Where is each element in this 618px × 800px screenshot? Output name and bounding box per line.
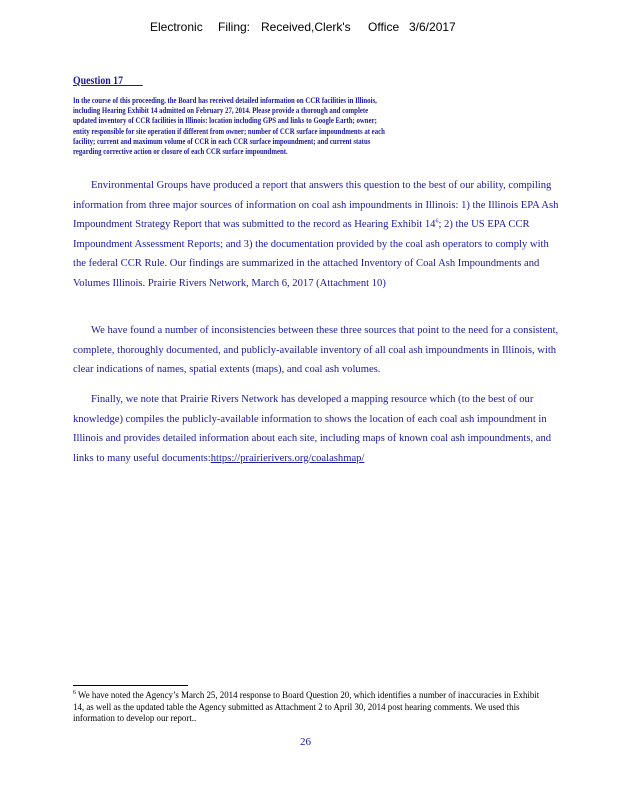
- paragraph-inconsistencies: We have found a number of inconsistencies between these three sources that point to the need for a consistent, complete, thoroughly documented, and publicly-available inventory of all coal ash impoundments in Illinois, with clear indications of names, spatial extents (maps), and coal ash volumes.: [73, 325, 559, 375]
- header-filing: Filing:: [218, 20, 251, 34]
- footnote-marker: 6: [73, 690, 76, 697]
- footnote-reference: 6: [435, 218, 439, 225]
- header-office: Office: [368, 20, 400, 34]
- footnote: [73, 690, 543, 725]
- footnote-divider: [73, 685, 188, 686]
- footnote-text: We have noted the Agency’s March 25, 2014 response to Board Question 20, which identifies a number of inaccuracies in Exhibit 14, as well as the updated table the Agency submitted as Attachment 2 to April 30, 2014 post hearing comments. We used this information to develop our report..: [73, 690, 540, 724]
- header-electronic: Electronic: [150, 20, 203, 34]
- paragraph-sources-part1: Environmental Groups have produced a report that answers this question to the best of our ability, compiling information from three major sources of information on coal ash impoundments in Illinois: 1) the Illinois EPA Ash Impoundment Strategy Report that was submitted to the record as Hearing Exhibit 14: [73, 180, 559, 230]
- question-text: In the course of this proceeding, the Board has received detailed information on CCR facilities in Illinois, including Hearing Exhibit 14 admitted on February 27, 2014. Please provide a thorough and complete updated inventory of CCR facilities in Illinois: location including GPS and links to Google Earth; owner; entity responsible for site operation if different from owner; number of CCR surface impoundments at each facility; current and maximum volume of CCR in each CCR surface impoundment; and current status regarding corrective action or closure of each CCR surface impoundment.: [73, 96, 385, 157]
- header-date: 3/6/2017: [409, 20, 456, 34]
- paragraph-sources-part2: ; 2) the US EPA CCR Impoundment Assessment Reports; and 3) the documentation provided by the coal ash operators to comply with the federal CCR Rule. Our findings are summarized in the attached Inventory of Coal Ash Impoundments and Volumes Illinois. Prairie Rivers Network, March 6, 2017 (Attachment 10): [73, 219, 549, 289]
- paragraph-mapping-resource: [73, 390, 560, 468]
- question-heading: [73, 73, 143, 88]
- question-heading-text: Question 17: [73, 73, 124, 87]
- header-received-clerks: Received,Clerk's: [261, 20, 351, 34]
- paragraph-sources: [73, 176, 560, 293]
- paragraph-mapping-text: Finally, we note that Prairie Rivers Network has developed a mapping resource which (to the best of our knowledge) compiles the publicly-available information to shows the location of each coal ash impoundment in Illinois and provides detailed information about each site, including maps of known coal ash impoundments, and links to many useful documents:: [73, 394, 552, 464]
- coalashmap-link[interactable]: https://prairierivers.org/coalashmap/: [210, 452, 365, 464]
- page-number: 26: [300, 736, 311, 748]
